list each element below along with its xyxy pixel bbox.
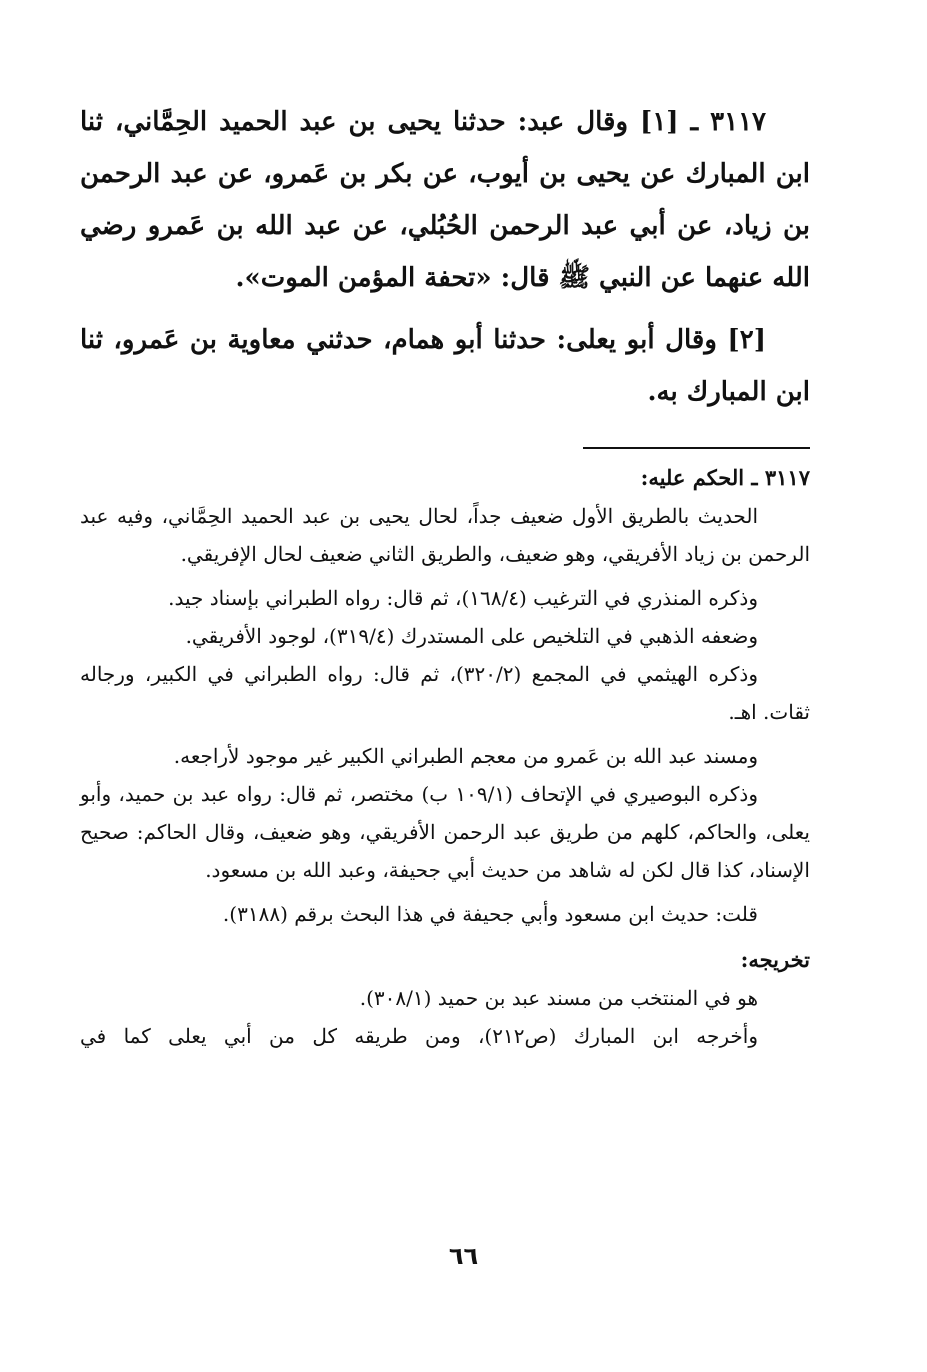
ruling-paragraph: قلت: حديث ابن مسعود وأبي جحيفة في هذا البحث برقم (٣١٨٨). bbox=[222, 902, 758, 926]
ruling-paragraph: وذكره الهيثمي في المجمع (٣٢٠/٢)، ثم قال: رواه الطبراني في الكبير، ورجاله ثقات. اهـ. bbox=[80, 662, 810, 724]
ruling-paragraph: وضعفه الذهبي في التلخيص على المستدرك (٣١٩/٤)، لوجود الأفريقي. bbox=[185, 624, 758, 648]
ruling-paragraph: وذكره المنذري في الترغيب (١٦٨/٤)، ثم قال: رواه الطبراني بإسناد جيد. bbox=[168, 586, 758, 610]
ruling-heading: ٣١١٧ ـ الحكم عليه: bbox=[640, 465, 810, 490]
takhrij-paragraph: وأخرجه ابن المبارك (ص٢١٢)، ومن طريقه كل من أبي يعلى كما في bbox=[80, 1024, 758, 1048]
ruling-paragraph: الحديث بالطريق الأول ضعيف جداً، لحال يحيى بن عبد الحميد الحِمَّاني، وفيه عبد الرحمن بن زياد الأفريقي، وهو ضعيف، والطريق الثاني ضعيف لحال الإفريقي. bbox=[80, 504, 810, 566]
takhrij-heading: تخريجه: bbox=[740, 947, 810, 972]
takhrij-paragraph: هو في المنتخب من مسند عبد بن حميد (٣٠٨/١). bbox=[359, 986, 758, 1010]
ruling-paragraph: ومسند عبد الله بن عَمرو من معجم الطبراني الكبير غير موجود لأراجعه. bbox=[173, 744, 758, 768]
page-number: ٦٦ bbox=[448, 1242, 479, 1270]
hadith-3117-text: ٣١١٧ ـ [١] وقال عبد: حدثنا يحيى بن عبد الحميد الحِمَّاني، ثنا ابن المبارك عن يحيى بن أيوب، عن بكر بن عَمرو، عن عبد الرحمن بن زياد، عن أبي عبد الرحمن الحُبُلي، عن عبد الله بن عَمرو رضي الله عنهما عن النبي ﷺ قال: «تحفة المؤمن الموت». bbox=[80, 107, 810, 293]
second-narration-text: [٢] وقال أبو يعلى: حدثنا أبو همام، حدثني معاوية بن عَمرو، ثنا ابن المبارك به. bbox=[80, 325, 810, 407]
commentary-block bbox=[80, 459, 810, 1055]
footnote-divider bbox=[583, 447, 810, 449]
hadith-text-block bbox=[80, 96, 810, 418]
ruling-paragraph: وذكره البوصيري في الإتحاف (١٠٩/١ ب) مختصر، ثم قال: رواه عبد بن حميد، وأبو يعلى، والحاكم، كلهم من طريق عبد الرحمن الأفريقي، وهو ضعيف، وقال الحاكم: صحيح الإسناد، كذا قال لكن له شاهد من حديث أبي جحيفة، وعبد الله بن مسعود. bbox=[80, 782, 810, 882]
